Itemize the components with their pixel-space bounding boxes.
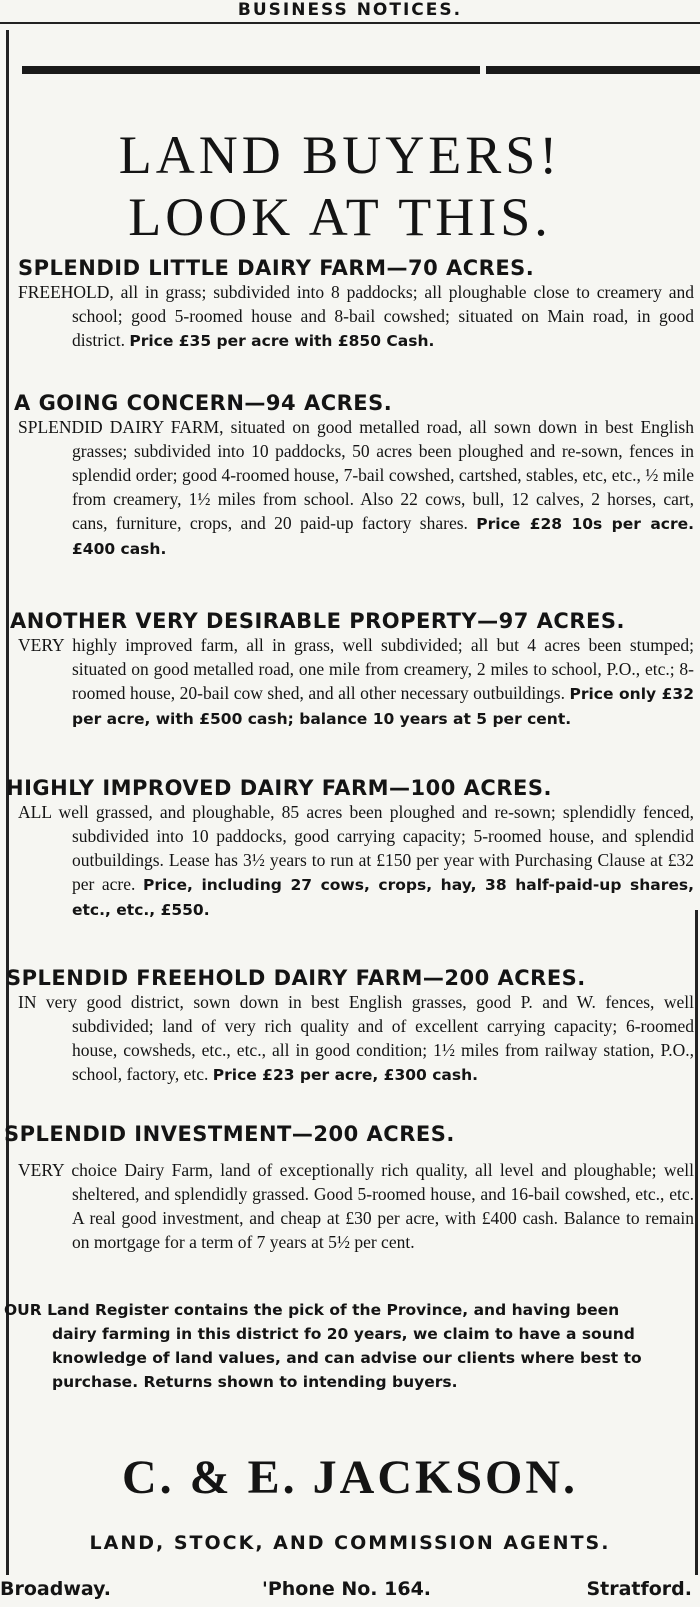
phone-number: 'Phone No. 164. — [262, 1578, 432, 1600]
address-right: Stratford. — [586, 1578, 692, 1600]
listing-2 — [0, 391, 700, 561]
section-header: BUSINESS NOTICES. — [237, 0, 463, 20]
heavy-rule — [22, 66, 700, 74]
listing-text: SPLENDID DAIRY FARM, situated on good metalled road, all sown down in best English grasses; subdivided into 10 paddocks, 50 acres been ploughed and re-sown, fences in splendid order; good 4-roomed house, 7-bail cowshed, cartshed, stables, etc, etc., ½ mile from creamery, 1½ miles from school. Also 22 cows, bull, 12 calves, 2 horses, cart, cans, furniture, crops, and 20 paid-up factory shares. — [18, 417, 694, 533]
headline-line-2: LOOK AT THIS. — [128, 187, 552, 247]
listing-price: Price only £32 per acre, with £500 cash; balance 10 years at 5 per cent. — [72, 685, 695, 728]
listing-heading: SPLENDID FREEHOLD DAIRY FARM—200 ACRES. — [6, 966, 586, 990]
listing-3 — [0, 609, 700, 731]
listing-heading: SPLENDID LITTLE DAIRY FARM—70 ACRES. — [18, 256, 535, 280]
listing-body — [0, 633, 700, 731]
listing-text: VERY highly improved farm, all in grass, well subdivided; all but 4 acres been stumped; situated on good metalled road, one mile from creamery, 2 miles to school, P.O., etc.; 8-roomed house, 20-bail cow shed, and all other necessary outbuildings. — [18, 635, 694, 703]
listing-text: VERY choice Dairy Farm, land of exceptionally rich quality, all level and ploughable; well sheltered, and splendidly grassed. Good 5-roomed house, and 16-bail cowshed, etc., etc. A real good investment, and cheap at £30 per acre, with £400 cash. Balance to remain on mortgage for a term of 7 years at 5½ per cent. — [18, 1160, 694, 1252]
register-note-first-line: OUR Land Register contains the pick of the Province, and having been — [4, 1301, 620, 1319]
listing-5 — [0, 966, 700, 1087]
listing-price: Price £23 per acre, £300 cash. — [212, 1066, 478, 1084]
listing-6 — [0, 1122, 700, 1254]
listing-price: Price, including 27 cows, crops, hay, 38 half-paid-up shares, etc., etc., £550. — [72, 876, 694, 919]
listing-body — [0, 990, 700, 1087]
listing-heading: SPLENDID INVESTMENT—200 ACRES. — [4, 1122, 455, 1146]
register-note — [4, 1298, 684, 1394]
listing-text: FREEHOLD, all in grass; subdivided into 8 paddocks; all ploughable close to creamery and school; good 5-roomed house and 8-bail cowshed; situated on Main road, in good district. — [18, 282, 694, 350]
firm-name: C. & E. JACKSON. — [121, 1451, 579, 1504]
listing-text: IN very good district, sown down in best English grasses, good P. and W. fences, well subdivided; land of very rich quality and of excellent carrying capacity; 6-roomed house, cowsheds, etc., etc., all in good condition; 1½ miles from railway station, P.O., school, factory, etc. — [18, 992, 694, 1084]
address-left: Broadway. — [0, 1578, 111, 1600]
listing-text: ALL well grassed, and ploughable, 85 acres been ploughed and re-sown; splendidly fenced, subdivided into 10 paddocks, good carrying capacity; 5-roomed house, and splendid outbuildings. Lease has 3½ years to run at £150 per year with Purchasing Clause at £32 per acre. — [18, 802, 694, 894]
listing-heading: A GOING CONCERN—94 ACRES. — [14, 391, 393, 415]
firm-description: LAND, STOCK, AND COMMISSION AGENTS. — [89, 1532, 611, 1554]
listing-price: Price £35 per acre with £850 Cash. — [129, 332, 435, 350]
listing-body — [0, 1158, 700, 1254]
listing-4 — [0, 776, 700, 922]
heavy-rule-gap — [480, 66, 486, 74]
listing-heading: ANOTHER VERY DESIRABLE PROPERTY—97 ACRES. — [10, 609, 625, 633]
register-note-rest: dairy farming in this district fo 20 years, we claim to have a sound knowledge of land values, and can advise our clients where best to purchase. Returns shown to intending buyers. — [52, 1325, 642, 1391]
listing-body — [0, 800, 700, 922]
listing-body — [0, 415, 700, 561]
listing-price: Price £28 10s per acre. £400 cash. — [72, 515, 695, 558]
headline-line-1: LAND BUYERS! — [118, 125, 562, 185]
listing-1 — [0, 256, 700, 353]
listing-body — [0, 280, 700, 353]
listing-heading: HIGHLY IMPROVED DAIRY FARM—100 ACRES. — [6, 776, 552, 800]
top-rule — [0, 22, 700, 24]
